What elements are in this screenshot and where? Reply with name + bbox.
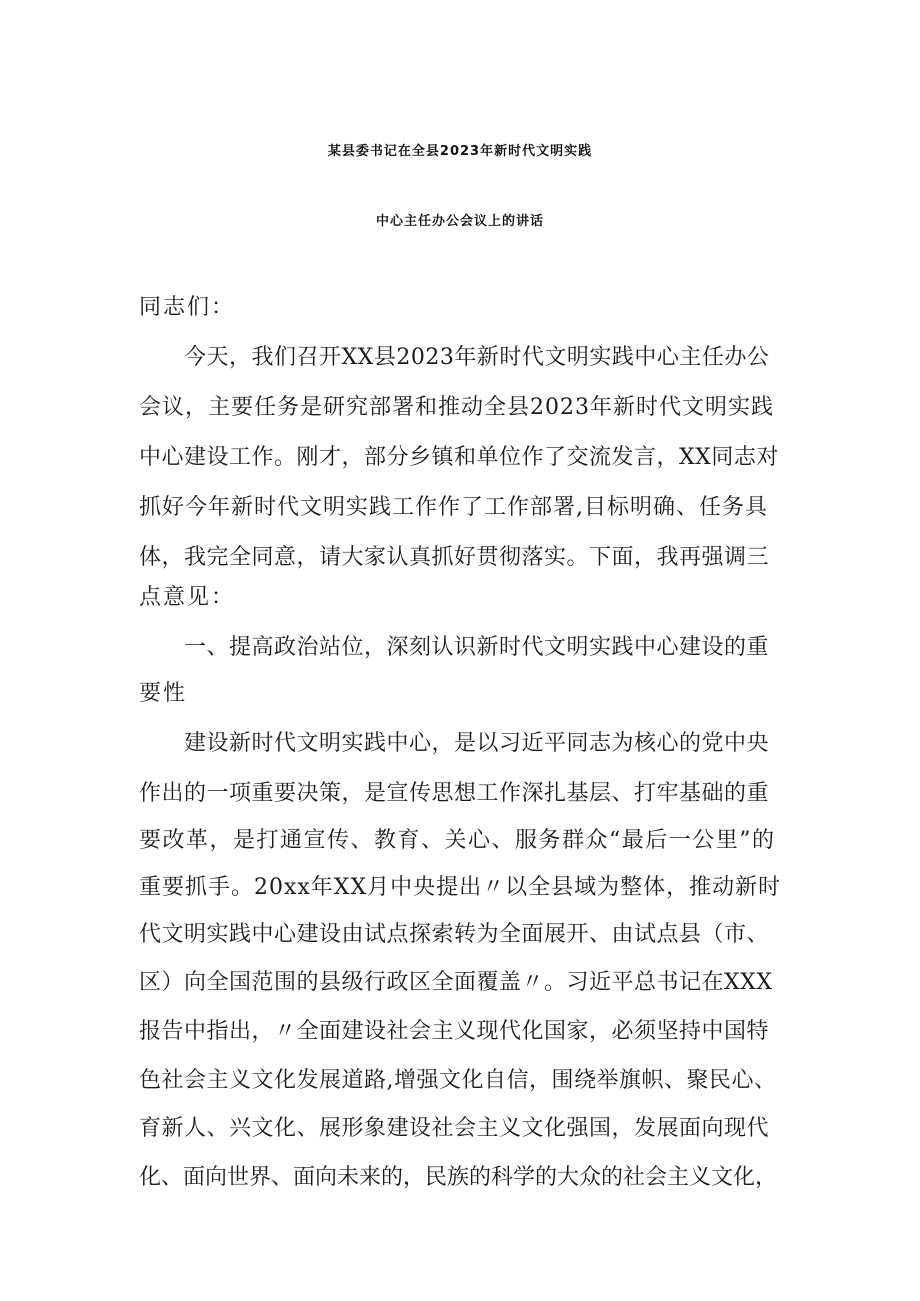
body-line: 报告中指出，〃全面建设社会主义现代化国家，必须坚持中国特: [139, 1019, 770, 1044]
body-line: 代文明实践中心建设由试点探索转为全面展开、由试点县（市、: [139, 922, 770, 947]
document-title-line-2: 中心主任办公会议上的讲话: [375, 214, 544, 229]
body-line: 今天，我们召开XX县2023年新时代文明实践中心主任办公: [139, 345, 770, 370]
body-line: 要改革，是打通宣传、教育、关心、服务群众“最后一公里”的: [139, 828, 776, 853]
section-heading-line: 要性: [139, 681, 188, 706]
body-line: 中心建设工作。刚才，部分乡镇和单位作了交流发言，XX同志对: [139, 445, 779, 470]
body-line: 色社会主义文化发展道路,增强文化自信，围绕举旗帜、聚民心、: [139, 1068, 777, 1093]
document-title-line-1: 某县委书记在全县2023年新时代文明实践: [327, 144, 593, 159]
body-line: 抓好今年新时代文明实践工作作了工作部署,目标明确、任务具: [139, 495, 768, 520]
body-line: 重要抓手。20xx年XX月中央提出〃以全县域为整体，推动新时: [139, 875, 782, 900]
body-line: 建设新时代文明实践中心，是以习近平同志为核心的党中央: [139, 731, 770, 756]
body-line: 育新人、兴文化、展形象建设社会主义文化强国，发展面向现代: [139, 1116, 770, 1141]
body-line: 化、面向世界、面向未来的，民族的科学的大众的社会主义文化，: [139, 1165, 778, 1190]
body-line: 会议，主要任务是研究部署和推动全县2023年新时代文明实践: [139, 395, 774, 420]
body-line: 点意见：: [139, 585, 236, 610]
section-heading-line: 一、提高政治站位，深刻认识新时代文明实践中心建设的重: [139, 635, 770, 660]
body-line: 体，我完全同意，请大家认真抓好贯彻落实。下面，我再强调三: [139, 545, 770, 570]
body-line: 区）向全国范围的县级行政区全面覆盖〃。习近平总书记在XXX: [139, 970, 773, 995]
body-line: 作出的一项重要决策，是宣传思想工作深扎基层、打牢基础的重: [139, 781, 770, 806]
salutation: 同志们：: [139, 295, 236, 320]
